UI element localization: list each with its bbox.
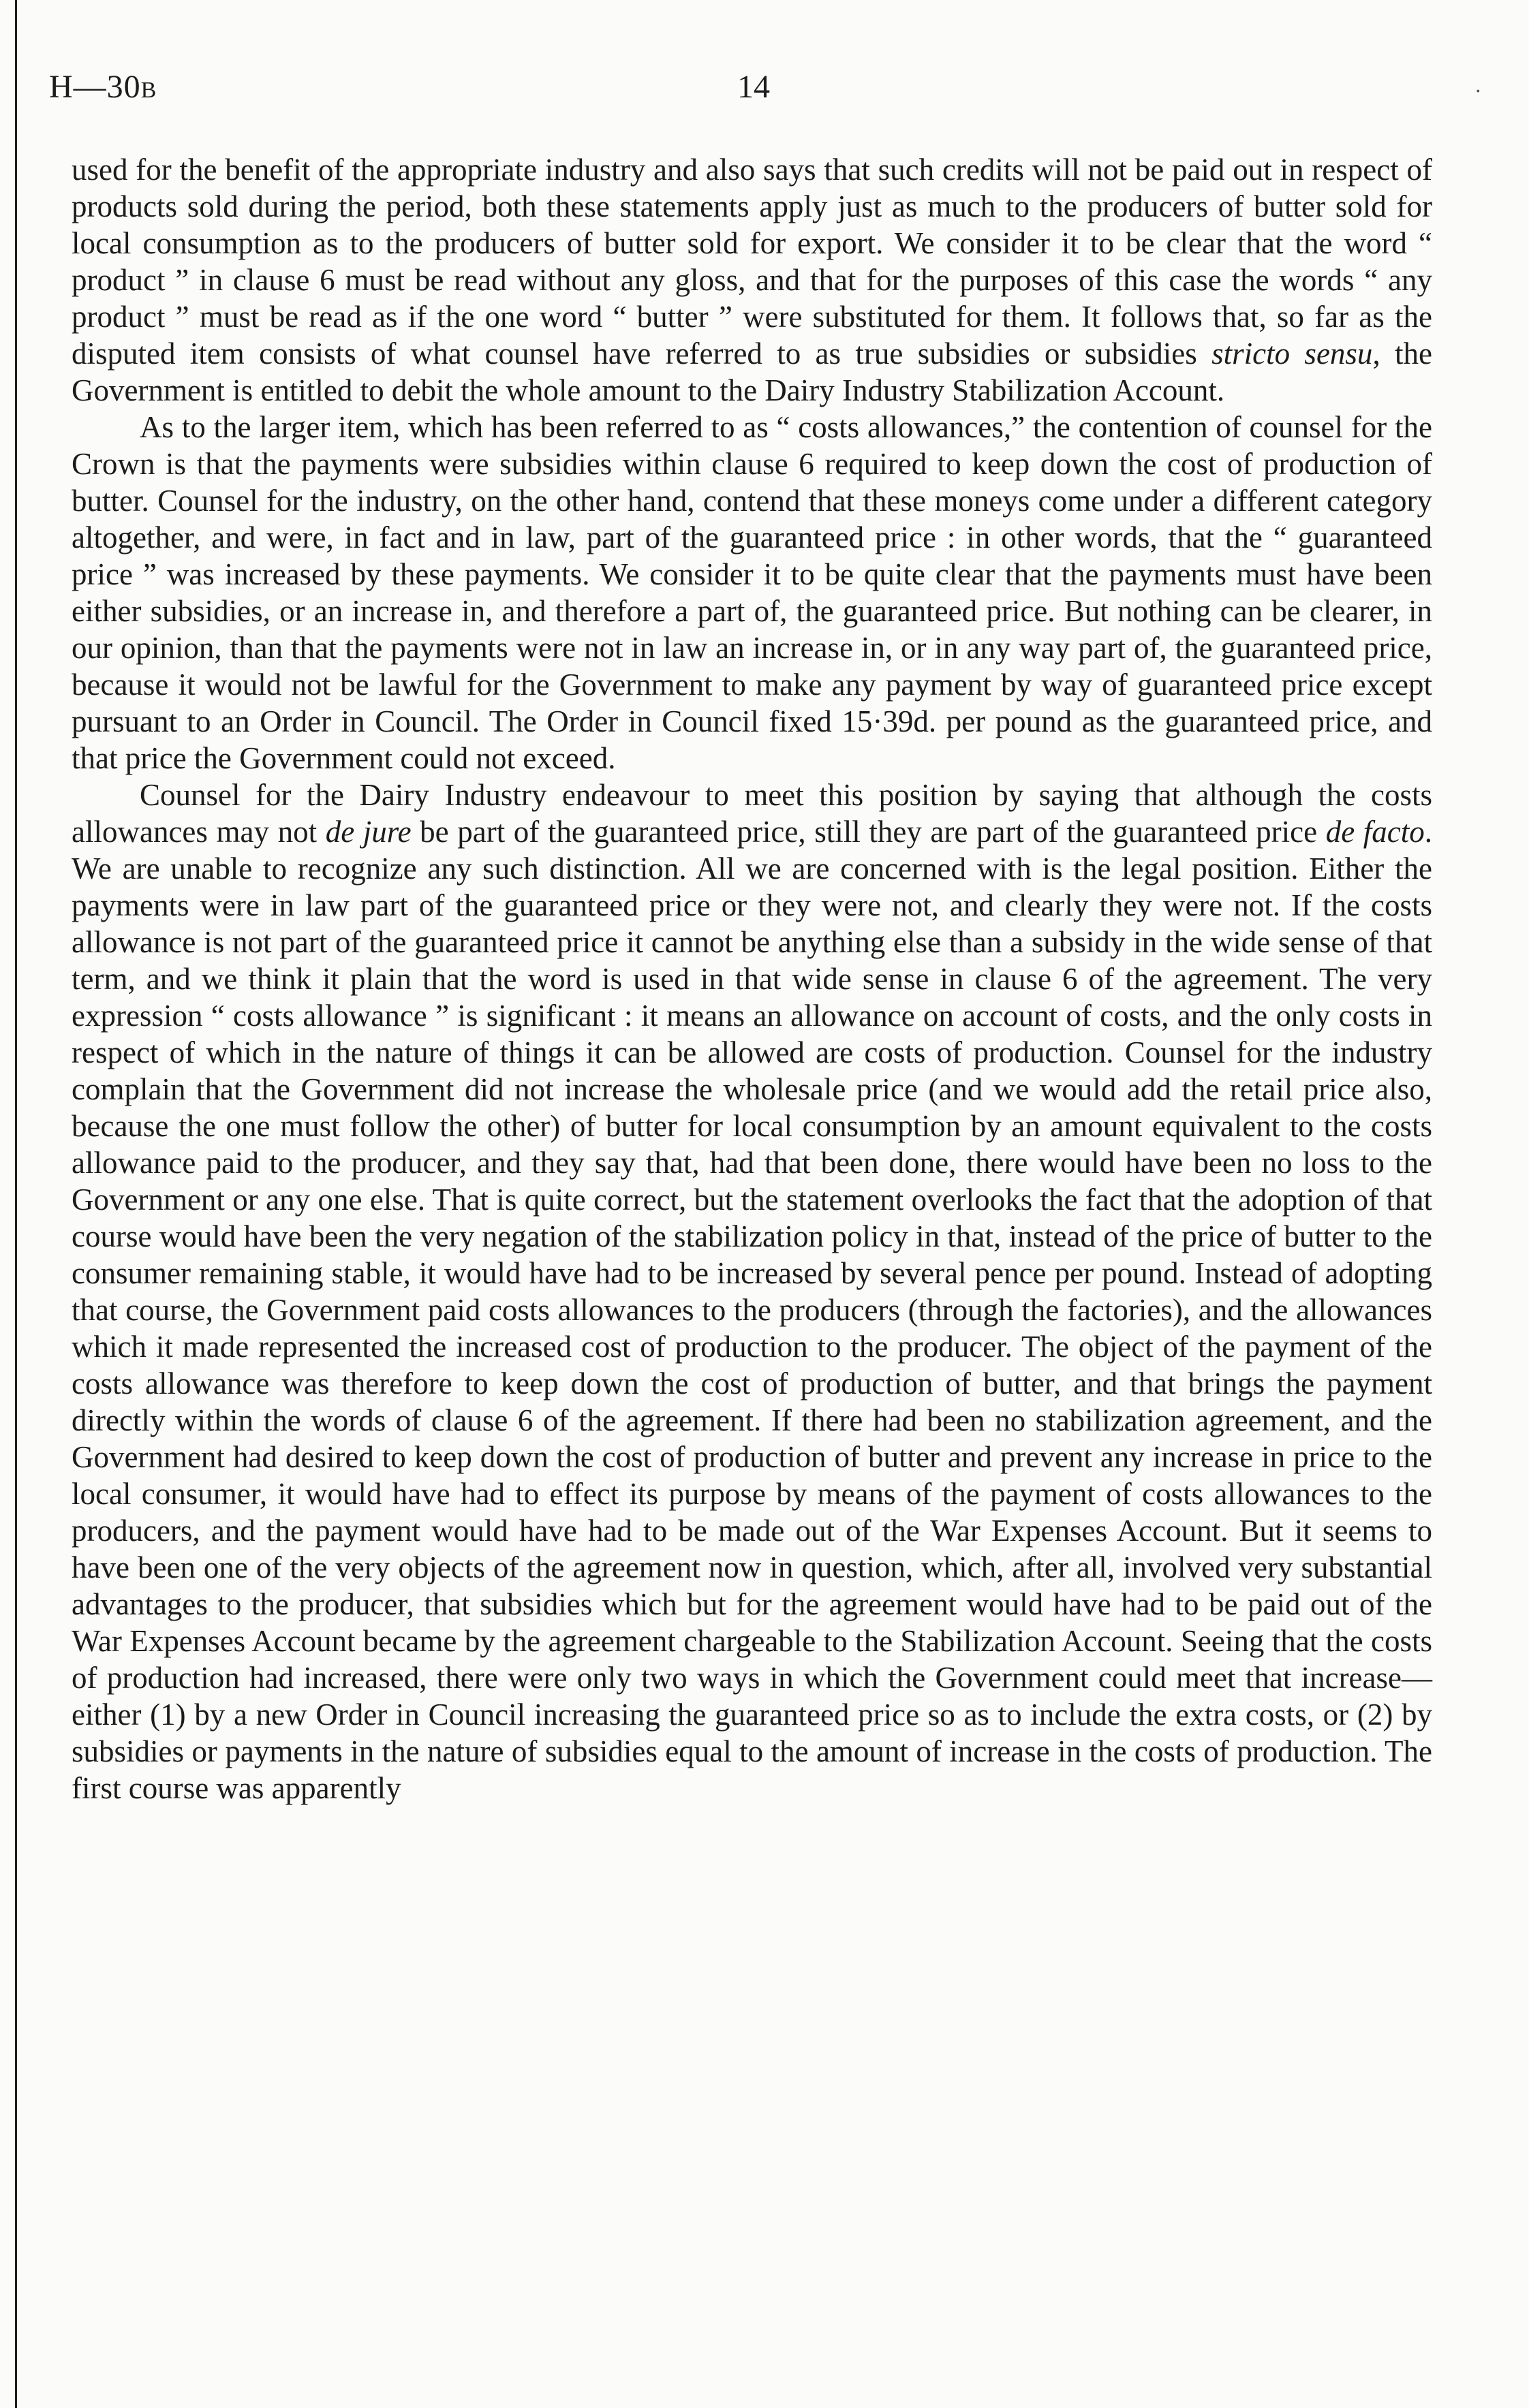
binding-edge-line — [15, 0, 17, 2408]
page-number: 14 — [737, 69, 770, 105]
paragraph-3-text-b: be part of the guaranteed price, still they are part of the guaranteed price — [411, 815, 1326, 849]
body-text — [72, 151, 1432, 1807]
paragraph-3-text-a: Counsel for the Dairy Industry endeavour to meet this position by saying that although the costs allowances may not — [72, 778, 1432, 849]
page-header — [49, 68, 1481, 116]
paragraph-1-text-a: used for the benefit of the appropriate industry and also says that such credits will not be paid out in respect of products sold during the period, both these statements apply just as much to the producers of butter sold for local consumption as to the producers of butter sold for export. We consider it to be clear that the word “ product ” in clause 6 must be read without any gloss, and that for the purposes of this case the words “ any product ” must be read as if the one word “ butter ” were substituted for them. It follows that, so far as the disputed item consists of what counsel have referred to as true subsidies or subsidies — [72, 153, 1432, 371]
document-reference-main: H—30 — [49, 69, 141, 105]
paragraph-3-italic-de-jure: de jure — [325, 815, 412, 849]
paragraph-2-text: As to the larger item, which has been referred to as “ costs allowances,” the contention of counsel for the Crown is that the payments were subsidies within clause 6 required to keep down the cost of production of butter. Counsel for the industry, on the other hand, contend that these moneys come under a different category altogether, and were, in fact and in law, part of the guaranteed price : in other words, that the “ guaranteed price ” was increased by these payments. We consider it to be quite clear that the payments must have been either subsidies, or an increase in, and therefore a part of, the guaranteed price. But nothing can be clearer, in our opinion, than that the payments were not in law an increase in, or in any way part of, the guaranteed price, because it would not be lawful for the Government to make any payment by way of guaranteed price except pursuant to an Order in Council. The Order in Council fixed 15·39d. per pound as the guaranteed price, and that price the Government could not exceed. — [72, 410, 1432, 775]
document-reference — [49, 68, 157, 106]
paragraph-3-italic-de-facto: de facto — [1325, 815, 1425, 849]
paragraph-3-text-c: . We are unable to recognize any such distinction. All we are concerned with is the legal position. Either the payments were in law part of the guaranteed price or they were not, and clearly they were not. If the costs allowance is not part of the guaranteed price it cannot be anything else than a subsidy in the wide sense of that term, and we think it plain that the word is used in that wide sense in clause 6 of the agreement. The very expression “ costs allowance ” is significant : it means an allowance on account of costs, and the only costs in respect of which in the nature of things it can be allowed are costs of production. Counsel for the industry complain that the Government did not increase the wholesale price (and we would add the retail price also, because the one must follow the other) of butter for local consumption by an amount equivalent to the costs allowance paid to the producer, and they say that, had that been done, there would have been no loss to the Government or any one else. That is quite correct, but the statement overlooks the fact that the adoption of that course would have been the very negation of the stabilization policy in that, instead of the price of butter to the consumer remaining stable, it would have had to be increased by several pence per pound. Instead of adopting that course, the Government paid costs allowances to the producers (through the factories), and the allowances which it made represented the increased cost of production to the producer. The object of the payment of the costs allowance was therefore to keep down the cost of production of butter, and that brings the payment directly within the words of clause 6 of the agreement. If there had been no stabilization agreement, and the Government had desired to keep down the cost of production of butter and prevent any increase in price to the local consumer, it would have had to effect its purpose by means of the payment of costs allowances to the producers, and the payment would have had to be made out of the War Expenses Account. But it seems to have been one of the very objects of the agreement now in question, which, after all, involved very substantial advantages to the producer, that subsidies which but for the agreement would have had to be paid out of the War Expenses Account became by the agreement chargeable to the Stabilization Account. Seeing that the costs of production had increased, there were only two ways in which the Government could meet that increase—either (1) by a new Order in Council increasing the guaranteed price so as to include the extra costs, or (2) by subsidies or payments in the nature of subsidies equal to the amount of increase in the costs of production. The first course was apparently — [72, 815, 1433, 1805]
document-reference-suffix: B — [140, 78, 157, 103]
header-mark: . — [1474, 74, 1481, 97]
paragraph-1-text-b: , the Government is entitled to debit the whole amount to the Dairy Industry Stabilization Account. — [72, 337, 1432, 407]
paragraph-3 — [72, 777, 1432, 1807]
paragraph-1 — [72, 151, 1432, 409]
paragraph-2 — [72, 409, 1432, 777]
paragraph-1-italic-stricto-sensu: stricto sensu — [1211, 337, 1373, 371]
